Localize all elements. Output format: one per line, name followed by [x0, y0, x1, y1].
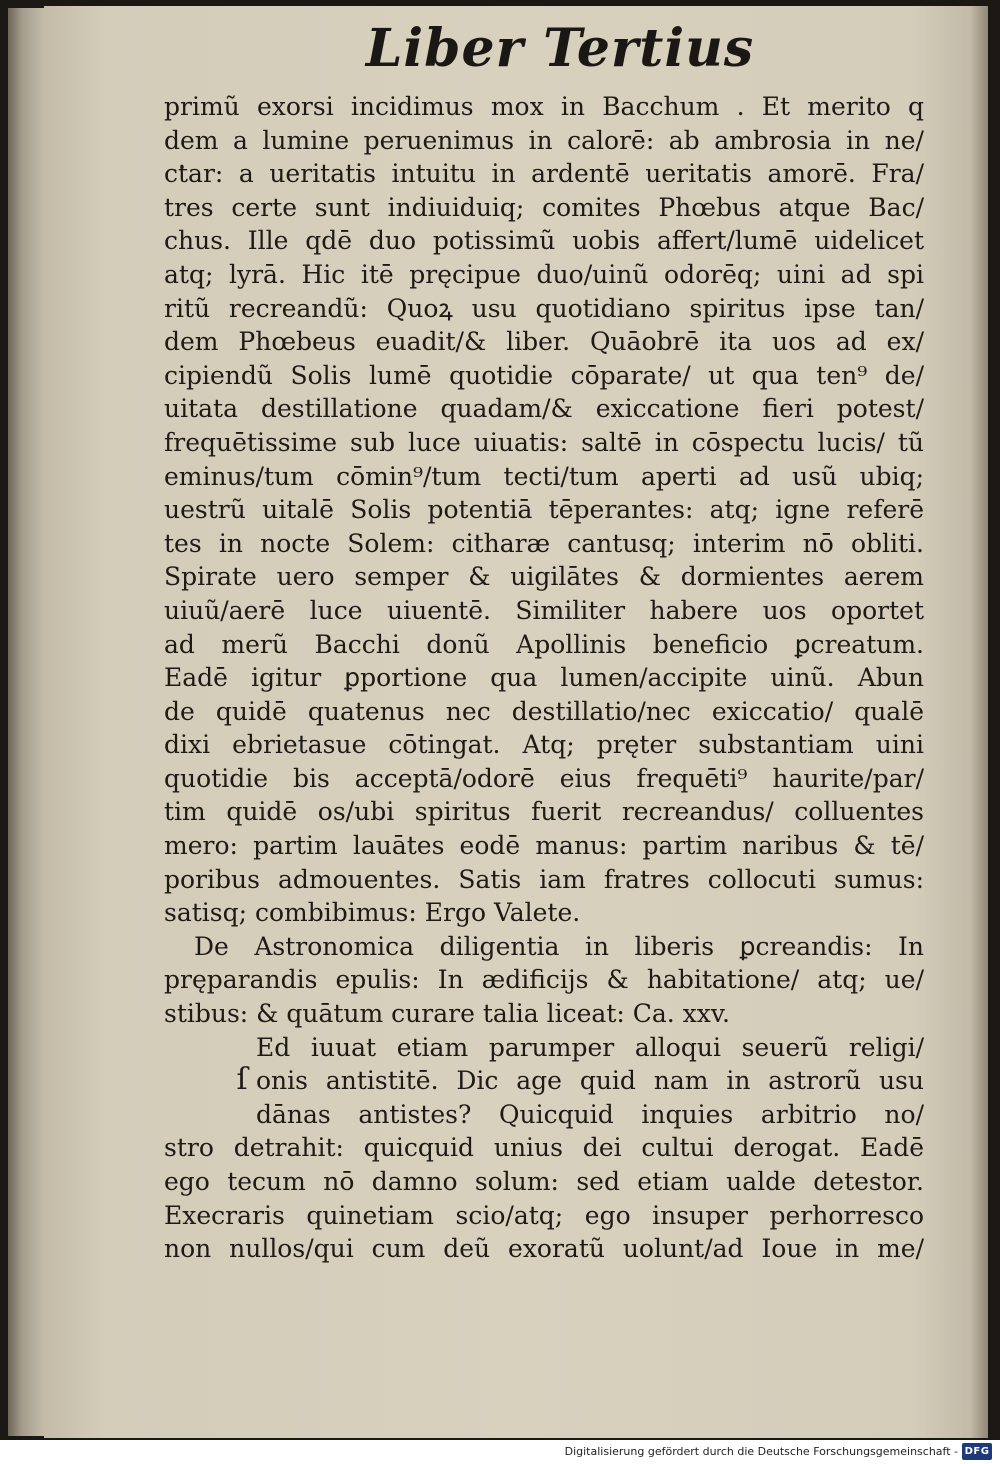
text-line-15: Spirate uero semper & uigilātes & dormientes aerem — [164, 562, 924, 592]
text-line-16: uiuũ/aerē luce uiuentē. Similiter habere uos oportet — [164, 595, 924, 625]
text-line-24: poribus admouentes. Satis iam fratres collocuti sumus: — [164, 864, 924, 894]
text-line-9: cipiendũ Solis lumē quotidie cōparate/ ut qua ten⁹ de/ — [164, 360, 924, 390]
text-line-14: tes in nocte Solem: citharæ cantusq; interim nō obliti. — [164, 528, 924, 558]
text-line-12: eminus/tum cōmin⁹/tum tecti/tum aperti ad usũ ubiq; — [164, 461, 924, 491]
footer-credit: Digitalisierung gefördert durch die Deutsche Forschungsgemeinschaft - — [564, 1445, 958, 1458]
drop-cap-guide-letter: ſ — [236, 1062, 248, 1097]
text-line-7: ritũ recreandũ: Quoꝝ usu quotidiano spiritus ipse tan/ — [164, 293, 924, 323]
footer-bar — [0, 1440, 1000, 1464]
chapter-heading-line-2: pręparandis epulis: In ædificijs & habitatione/ atq; ue/ — [164, 965, 924, 995]
text-line-18: Eadē igitur ꝑportione qua lumen/accipite uinũ. Abun — [164, 663, 924, 693]
text-line-1: primũ exorsi incidimus mox in Bacchum . Et merito q — [164, 92, 924, 121]
text-line-6: atq; lyrā. Hic itē pręcipue duo/uinũ odorēq; uini ad spi — [164, 259, 924, 289]
text-line-2: dem a lumine peruenimus in calorē: ab ambrosia in ne/ — [164, 125, 924, 155]
text-line-19: de quidē quatenus nec destillatio/nec exiccatio/ qualē — [164, 696, 924, 726]
text-line-21: quotidie bis acceptā/odorē eius frequēti⁹ haurite/par/ — [164, 763, 924, 793]
text-line-8: dem Phœbeus euadit/& liber. Quāobrē ita uos ad ex/ — [164, 327, 924, 357]
text-line-25: satisq; combibimus: Ergo Valete. — [164, 898, 581, 928]
chapter-heading-line-3: stibus: & quātum curare talia liceat: Ca. xxv. — [164, 999, 730, 1029]
text-line-10: uitata destillatione quadam/& exiccatione fieri potest/ — [164, 394, 924, 424]
text-line-17: ad merũ Bacchi donũ Apollinis beneficio ꝑcreatum. — [164, 629, 924, 659]
text-line-30: onis antistitē. Dic age quid nam in astrorũ usu — [256, 1066, 924, 1096]
text-line-11: frequētissime sub luce uiuatis: saltē in cōspectu lucis/ tũ — [164, 427, 924, 457]
text-line-4: tres certe sunt indiuiduiq; comites Phœbus atque Bac/ — [164, 192, 924, 222]
text-line-20: dixi ebrietasue cōtingat. Atq; pręter substantiam uini — [164, 730, 924, 760]
page-edge — [8, 8, 48, 1436]
dfg-logo-icon[interactable]: DFG — [962, 1443, 992, 1460]
text-line-13: uestrũ uitalē Solis potentiā tēperantes: atq; igne referē — [164, 495, 924, 525]
page-gutter-shadow — [970, 6, 988, 1438]
text-line-33: ego tecum nō damno solum: sed etiam ualde detestor. — [164, 1167, 924, 1196]
text-line-22: tim quidē os/ubi spiritus fuerit recreandus/ colluentes — [164, 797, 924, 827]
text-line-29: Ed iuuat etiam parumper alloqui seuerũ religi/ — [256, 1032, 924, 1062]
text-line-34: Execraris quinetiam scio/atq; ego insuper perhorresco — [164, 1200, 924, 1230]
text-line-31: dānas antistes? Quicquid inquies arbitrio no/ — [256, 1099, 924, 1129]
text-line-5: chus. Ille qdē duo potissimũ uobis affert/lumē uidelicet — [164, 226, 924, 256]
text-line-23: mero: partim lauātes eodē manus: partim naribus & tē/ — [164, 831, 924, 861]
chapter-heading-line-1: De Astronomica diligentia in liberis ꝑcreandis: In — [194, 931, 924, 961]
text-line-3: ctar: a ueritatis intuitu in ardentē ueritatis amorē. Fra/ — [164, 159, 924, 189]
body-text — [164, 90, 924, 1266]
text-line-35: non nullos/qui cum deũ exoratũ uolunt/ad Ioue in me/ — [164, 1234, 924, 1264]
running-head: Liber Tertius — [365, 18, 755, 79]
text-line-32: stro detrahit: quicquid unius dei cultui derogat. Eadē — [164, 1133, 924, 1163]
